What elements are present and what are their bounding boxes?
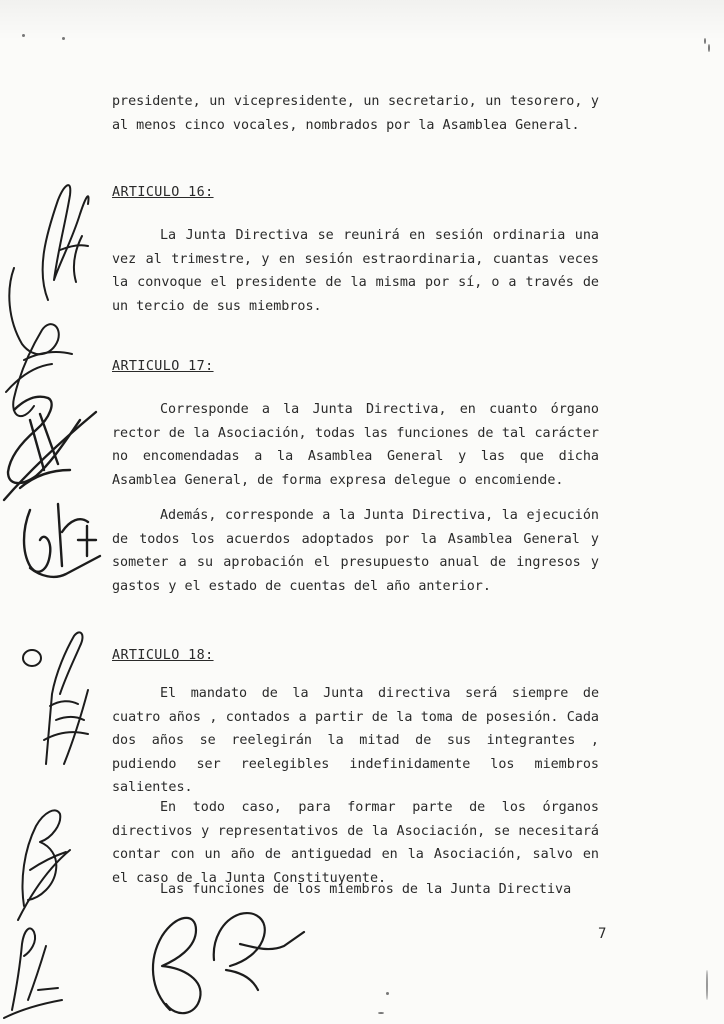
- signature-4: [24, 504, 100, 577]
- signature-8: [153, 913, 304, 1013]
- scan-speck: [378, 1012, 384, 1014]
- scan-speck: [708, 44, 710, 52]
- article-16-heading: ARTICULO 16:: [112, 185, 214, 200]
- article-18-paragraph-3: Las funciones de los miembros de la Junta Directiva: [160, 882, 572, 897]
- scan-speck: [62, 37, 65, 40]
- signature-6: [18, 810, 70, 920]
- scan-shadow: [0, 0, 724, 40]
- signature-5: [23, 632, 88, 764]
- signature-3: [4, 397, 96, 500]
- scan-speck: [22, 34, 25, 37]
- article-17-paragraph-2: Además, corresponde a la Junta Directiva, la ejecución de todos los acuerdos adoptados por la Asamblea General y someter a su aprobación el presupuesto anual de ingresos y gastos y el estado de cuentas del año anterior.: [112, 508, 599, 594]
- signature-2: [6, 268, 72, 416]
- intro-paragraph: presidente, un vicepresidente, un secretario, un tesorero, y al menos cinco vocales, nombrados por la Asamblea General.: [112, 94, 599, 133]
- scan-speck: [704, 38, 706, 44]
- scan-speck: [386, 992, 389, 995]
- article-16-paragraph-1: La Junta Directiva se reunirá en sesión ordinaria una vez al trimestre, y en sesión estraordinaria, cuantas veces la convoque el presidente de la misma por sí, o a través de un tercio de sus miembros.: [112, 228, 599, 314]
- signature-7: [4, 928, 62, 1018]
- article-18-paragraph-1: El mandato de la Junta directiva será siempre de cuatro años , contados a partir de la toma de posesión. Cada dos años se reelegirán la mitad de sus integrantes , pudiendo ser reelegibles indefinidamente los miembros salientes.: [112, 686, 599, 796]
- article-17-heading: ARTICULO 17:: [112, 359, 214, 374]
- page-number: 7: [598, 926, 607, 942]
- article-17-paragraph-1: Corresponde a la Junta Directiva, en cuanto órgano rector de la Asociación, todas las funciones de tal carácter no encomendadas a la Asamblea General y las que dicha Asamblea General, de forma expresa delegue o encomiende.: [112, 402, 599, 488]
- article-18-paragraph-2: En todo caso, para formar parte de los órganos directivos y representativos de la Asociación, se necesitará contar con un año de antiguedad en la Asociación, salvo en el caso de la Junta Constituyente.: [112, 800, 599, 886]
- article-18-heading: ARTICULO 18:: [112, 648, 214, 663]
- scan-speck: [706, 970, 708, 1000]
- signature-1: [43, 185, 89, 300]
